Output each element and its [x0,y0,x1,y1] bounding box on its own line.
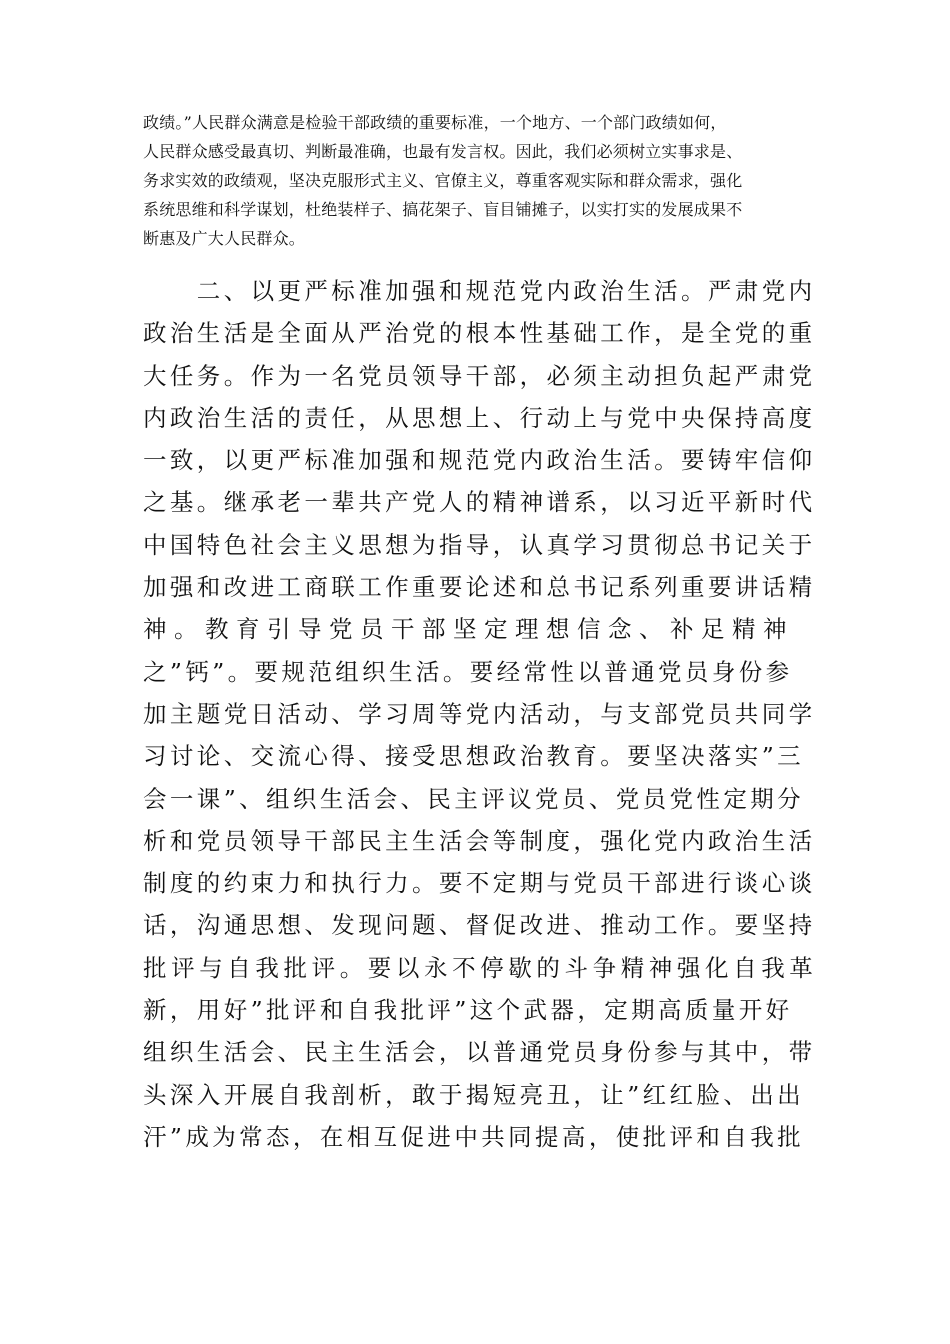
text-line: 汗”成为常态，在相互促进中共同提高，使批评和自我批 [143,1122,805,1151]
text-line: 加强和改进工商联工作重要论述和总书记系列重要讲话精 [143,573,816,602]
text-line: 一致，以更严标准加强和规范党内政治生活。要铸牢信仰 [143,446,816,475]
text-line: 制度的约束力和执行力。要不定期与党员干部进行谈心谈 [143,869,816,898]
text-line: 大任务。作为一名党员领导干部，必须主动担负起严肃党 [143,361,816,390]
text-line: 二、以更严标准加强和规范党内政治生活。严肃党内 [143,277,816,305]
text-line: 内政治生活的责任，从思想上、行动上与党中央保持高度 [143,403,816,432]
text-line: 神。教育引导党员干部坚定理想信念、补足精神 [143,615,794,644]
text-line: 头深入开展自我剖析，敢于揭短亮丑，让”红红脸、出出 [143,1080,805,1109]
text-line: 组织生活会、民主生活会，以普通党员身份参与其中，带 [143,1038,816,1067]
text-line: 中国特色社会主义思想为指导，认真学习贯彻总书记关于 [143,530,816,559]
text-line: 政绩。”人民群众满意是检验干部政绩的重要标准，一个地方、一个部门政绩如何， [143,113,727,132]
text-line: 析和党员领导干部民主生活会等制度，强化党内政治生活 [143,826,816,855]
text-line: 话，沟通思想、发现问题、督促改进、推动工作。要坚持 [143,911,816,940]
text-line: 新，用好”批评和自我批评”这个武器，定期高质量开好 [143,996,793,1025]
paragraph-party-political-life [143,270,818,1158]
paragraph-political-achievement [143,108,808,253]
text-line: 习讨论、交流心得、接受思想政治教育。要坚决落实”三 [143,742,805,771]
text-line: 之基。继承老一辈共产党人的精神谱系，以习近平新时代 [143,488,816,517]
text-line: 批评与自我批评。要以永不停歇的斗争精神强化自我革 [143,953,818,982]
text-line: 之”钙”。要规范组织生活。要经常性以普通党员身份参 [143,657,793,686]
text-line: 务求实效的政绩观，坚决克服形式主义、官僚主义，尊重客观实际和群众需求，强化 [143,171,743,190]
text-line: 系统思维和科学谋划，杜绝装样子、搞花架子、盲目铺摊子，以实打实的发展成果不 [143,200,743,219]
text-line: 人民群众感受最真切、判断最准确，也最有发言权。因此，我们必须树立实事求是、 [143,142,743,161]
text-line: 会一课”、组织生活会、民主评议党员、党员党性定期分 [143,784,805,813]
text-line: 加主题党日活动、学习周等党内活动，与支部党员共同学 [143,699,816,728]
text-line: 政治生活是全面从严治党的根本性基础工作，是全党的重 [143,319,816,348]
text-line: 断惠及广大人民群众。 [143,229,306,248]
